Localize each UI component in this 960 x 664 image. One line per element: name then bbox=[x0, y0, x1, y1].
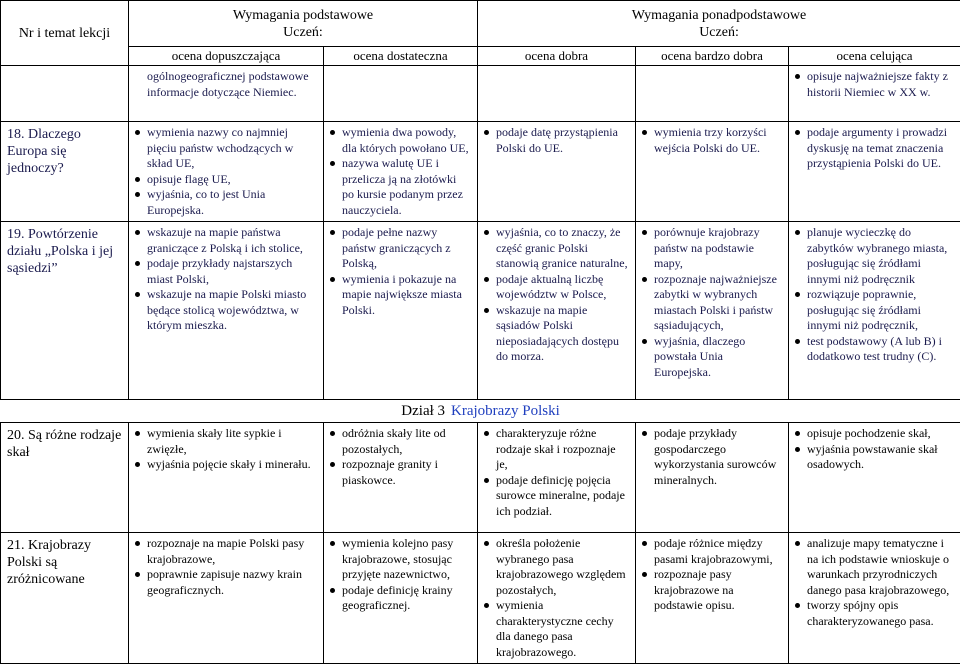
grade-header-5: ocena celująca bbox=[789, 47, 960, 66]
requirement-cell bbox=[636, 423, 789, 533]
requirement-cell bbox=[129, 423, 324, 533]
requirement-item: analizuje mapy tematyczne i na ich podstawie wnioskuje o warunkach przyrodniczych danego pasa krajobrazowego, bbox=[795, 536, 954, 598]
section-row bbox=[1, 400, 960, 423]
requirement-cell bbox=[789, 222, 960, 400]
basic-requirements-student: Uczeń: bbox=[133, 24, 473, 41]
requirement-item: podaje przykłady gospodarczego wykorzystania surowców mineralnych. bbox=[642, 426, 782, 488]
table-row bbox=[1, 533, 960, 664]
requirement-cell bbox=[129, 122, 324, 222]
requirement-cell bbox=[478, 122, 636, 222]
requirement-item: określa położenie wybranego pasa krajobrazowego względem pozostałych, bbox=[484, 536, 629, 598]
requirement-list bbox=[795, 225, 954, 365]
requirement-item: wskazuje na mapie państwa graniczące z Polską i ich stolice, bbox=[135, 225, 317, 256]
requirement-item: podaje pełne nazwy państw graniczących z Polską, bbox=[330, 225, 471, 272]
requirement-list bbox=[484, 426, 629, 519]
requirement-cell bbox=[478, 222, 636, 400]
lesson-title: 18. Dlaczego Europa się jednoczy? bbox=[1, 122, 129, 222]
requirement-list bbox=[795, 125, 954, 172]
requirement-cell bbox=[129, 533, 324, 664]
requirement-item: ogólnogeograficznej podstawowe informacje dotyczące Niemiec. bbox=[135, 69, 317, 100]
requirement-cell bbox=[324, 222, 478, 400]
requirement-cell bbox=[324, 122, 478, 222]
requirement-list bbox=[642, 426, 782, 488]
requirement-item: rozpoznaje najważniejsze zabytki w wybranych miastach Polski i państw sąsiadujących, bbox=[642, 272, 782, 334]
basic-requirements-title: Wymagania podstawowe bbox=[133, 7, 473, 24]
lesson-title bbox=[1, 66, 129, 122]
requirement-item: wyjaśnia pojęcie skały i minerału. bbox=[135, 457, 317, 473]
requirement-cell bbox=[478, 423, 636, 533]
requirement-item: wyjaśnia, co to jest Unia Europejska. bbox=[135, 187, 317, 218]
lesson-title: 21. Krajobrazy Polski są zróżnicowane bbox=[1, 533, 129, 664]
requirement-cell bbox=[789, 66, 960, 122]
requirement-item: odróżnia skały lite od pozostałych, bbox=[330, 426, 471, 457]
table-row bbox=[1, 66, 960, 122]
requirement-list bbox=[642, 225, 782, 380]
advanced-requirements-title: Wymagania ponadpodstawowe bbox=[482, 7, 956, 24]
requirement-item: opisuje flagę UE, bbox=[135, 172, 317, 188]
requirement-item: podaje definicję pojęcia surowce mineralne, podaje ich podział. bbox=[484, 473, 629, 520]
requirement-cell bbox=[324, 66, 478, 122]
requirement-item: podaje argumenty i prowadzi dyskusję na temat znaczenia przystąpienia Polski do UE. bbox=[795, 125, 954, 172]
requirement-item: podaje przykłady najstarszych miast Polski, bbox=[135, 256, 317, 287]
requirement-list bbox=[795, 69, 954, 100]
requirement-list bbox=[642, 125, 782, 156]
requirement-item: opisuje pochodzenie skał, bbox=[795, 426, 954, 442]
grade-header-2: ocena dostateczna bbox=[324, 47, 478, 66]
requirement-item: tworzy spójny opis charakteryzowanego pasa. bbox=[795, 598, 954, 629]
requirement-item: podaje aktualną liczbę województw w Polsce, bbox=[484, 272, 629, 303]
requirement-cell bbox=[636, 122, 789, 222]
requirement-list bbox=[135, 536, 317, 598]
requirement-list bbox=[642, 536, 782, 614]
requirement-item: wymienia kolejno pasy krajobrazowe, stosując przyjęte nazewnictwo, bbox=[330, 536, 471, 583]
requirement-item: wyjaśnia, co to znaczy, że część granic Polski stanowią granice naturalne, bbox=[484, 225, 629, 272]
requirement-item: rozpoznaje na mapie Polski pasy krajobrazowe, bbox=[135, 536, 317, 567]
requirement-item: rozpoznaje pasy krajobrazowe na podstawie opisu. bbox=[642, 567, 782, 614]
requirement-item: porównuje krajobrazy państw na podstawie mapy, bbox=[642, 225, 782, 272]
section-name: Krajobrazy Polski bbox=[451, 403, 560, 419]
requirement-item: podaje różnice między pasami krajobrazowymi, bbox=[642, 536, 782, 567]
requirement-item: nazywa walutę UE i przelicza ją na złotówki po kursie podanym przez nauczyciela. bbox=[330, 156, 471, 218]
requirement-list bbox=[330, 426, 471, 488]
requirement-list bbox=[484, 536, 629, 660]
requirement-cell bbox=[478, 533, 636, 664]
requirement-cell bbox=[789, 423, 960, 533]
requirement-item: wskazuje na mapie Polski miasto będące stolicą województwa, w którym mieszka. bbox=[135, 287, 317, 334]
requirement-item: wskazuje na mapie sąsiadów Polski nieposiadających dostępu do morza. bbox=[484, 303, 629, 365]
requirement-cell bbox=[129, 222, 324, 400]
table-row bbox=[1, 423, 960, 533]
requirement-item: wymienia trzy korzyści wejścia Polski do UE. bbox=[642, 125, 782, 156]
requirement-list bbox=[330, 536, 471, 614]
requirement-cell bbox=[636, 66, 789, 122]
requirement-item: wyjaśnia, dlaczego powstała Unia Europejska. bbox=[642, 334, 782, 381]
requirement-cell bbox=[324, 423, 478, 533]
requirement-item: opisuje najważniejsze fakty z historii Niemiec w XX w. bbox=[795, 69, 954, 100]
requirement-list bbox=[484, 225, 629, 365]
requirement-list bbox=[795, 536, 954, 629]
grade-header-3: ocena dobra bbox=[478, 47, 636, 66]
requirement-item: wymienia i pokazuje na mapie największe miasta Polski. bbox=[330, 272, 471, 319]
requirement-item: planuje wycieczkę do zabytków wybranego miasta, posługując się źródłami innymi niż podręcznik bbox=[795, 225, 954, 287]
requirement-list bbox=[330, 125, 471, 218]
requirement-item: wymienia charakterystyczne cechy dla danego pasa krajobrazowego. bbox=[484, 598, 629, 660]
requirement-list bbox=[135, 125, 317, 218]
requirement-cell bbox=[789, 122, 960, 222]
requirement-item: wymienia skały lite sypkie i zwięzłe, bbox=[135, 426, 317, 457]
basic-requirements-header bbox=[129, 1, 478, 47]
requirement-list bbox=[330, 225, 471, 318]
lesson-title: 19. Powtórzenie działu „Polska i jej sąsiedzi” bbox=[1, 222, 129, 400]
requirement-cell bbox=[478, 66, 636, 122]
requirement-item: podaje datę przystąpienia Polski do UE. bbox=[484, 125, 629, 156]
requirement-item: podaje definicję krainy geograficznej. bbox=[330, 583, 471, 614]
requirement-item: wyjaśnia powstawanie skał osadowych. bbox=[795, 442, 954, 473]
requirement-cell bbox=[129, 66, 324, 122]
requirement-list bbox=[135, 69, 317, 100]
requirement-item: wymienia dwa powody, dla których powołano UE, bbox=[330, 125, 471, 156]
table-row bbox=[1, 122, 960, 222]
requirement-cell bbox=[324, 533, 478, 664]
requirement-item: poprawnie zapisuje nazwy krain geograficznych. bbox=[135, 567, 317, 598]
advanced-requirements-student: Uczeń: bbox=[482, 24, 956, 41]
requirement-item: rozpoznaje granity i piaskowce. bbox=[330, 457, 471, 488]
lesson-title: 20. Są różne rodzaje skał bbox=[1, 423, 129, 533]
requirement-item: wymienia nazwy co najmniej pięciu państw wchodzących w skład UE, bbox=[135, 125, 317, 172]
section-prefix: Dział 3 bbox=[401, 403, 445, 419]
requirement-item: rozwiązuje poprawnie, posługując się źródłami innymi niż podręcznik, bbox=[795, 287, 954, 334]
requirement-list bbox=[795, 426, 954, 473]
grade-header-1: ocena dopuszczająca bbox=[129, 47, 324, 66]
table-row bbox=[1, 222, 960, 400]
requirement-cell bbox=[789, 533, 960, 664]
requirement-list bbox=[135, 225, 317, 334]
requirement-list bbox=[484, 125, 629, 156]
requirement-cell bbox=[636, 222, 789, 400]
lesson-column-header: Nr i temat lekcji bbox=[1, 1, 129, 66]
requirement-cell bbox=[636, 533, 789, 664]
requirement-item: charakteryzuje różne rodzaje skał i rozpoznaje je, bbox=[484, 426, 629, 473]
advanced-requirements-header bbox=[478, 1, 960, 47]
grade-header-4: ocena bardzo dobra bbox=[636, 47, 789, 66]
requirement-item: test podstawowy (A lub B) i dodatkowo test trudny (C). bbox=[795, 334, 954, 365]
requirement-list bbox=[135, 426, 317, 473]
section-heading bbox=[1, 400, 960, 423]
